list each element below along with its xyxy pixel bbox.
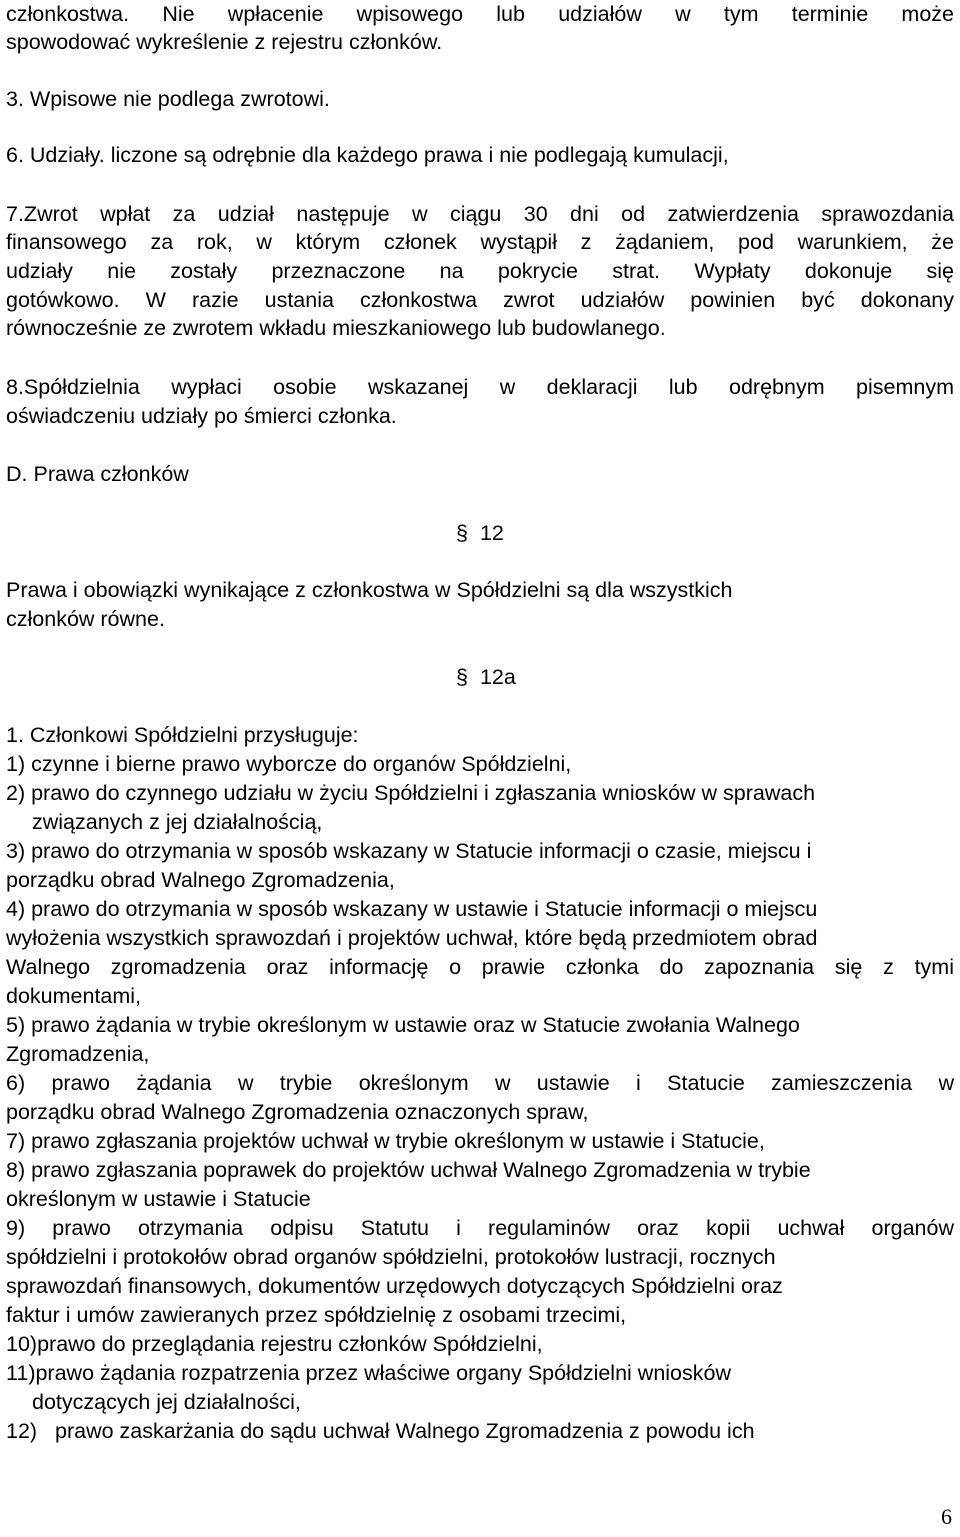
list-item-continuation: sprawozdań finansowych, dokumentów urzędowych dotyczących Spółdzielni oraz [6,1274,783,1298]
paragraph-label: 12 [479,521,504,545]
list-item-continuation: porządku obrad Walnego Zgromadzenia, [6,868,395,892]
list-item-continuation: Walnego zgromadzenia oraz informację o prawie członka do zapoznania się z tymi [6,955,954,979]
list-item: 5) prawo żądania w trybie określonym w ustawie oraz w Statucie zwołania Walnego [6,1013,800,1037]
text-line: 8.Spółdzielnia wypłaci osobie wskazanej w deklaracji lub odrębnym pisemnym [6,375,954,399]
text-line: Prawa i obowiązki wynikające z członkostwa w Spółdzielni są dla wszystkich [6,578,733,602]
text-line: gotówkowo. W razie ustania członkostwa zwrot udziałów powinien być dokonany [6,288,954,312]
text-line: równocześnie ze zwrotem wkładu mieszkaniowego lub budowlanego. [6,316,666,340]
text-line: finansowego za rok, w którym członek wystąpił z żądaniem, pod warunkiem, że [6,230,954,254]
text-line: 7.Zwrot wpłat za udział następuje w ciągu 30 dni od zatwierdzenia sprawozdania [6,202,954,226]
list-item-continuation: porządku obrad Walnego Zgromadzenia oznaczonych spraw, [6,1100,589,1124]
text-line: członków równe. [6,607,165,631]
text-line: 3. Wpisowe nie podlega zwrotowi. [6,87,330,111]
list-item-continuation: spółdzielni i protokołów obrad organów spółdzielni, protokołów lustracji, rocznych [6,1245,776,1269]
paragraph-number [456,519,504,548]
list-item-continuation: określonym w ustawie i Statucie [6,1187,311,1211]
list-item: 1) czynne i bierne prawo wyborcze do organów Spółdzielni, [6,752,572,776]
list-item: 3) prawo do otrzymania w sposób wskazany w Statucie informacji o czasie, miejscu i [6,839,812,863]
text-line: udziały nie zostały przeznaczone na pokrycie strat. Wypłaty dokonuje się [6,259,954,283]
section-heading: D. Prawa członków [6,462,189,486]
list-item: 12) prawo zaskarżania do sądu uchwał Walnego Zgromadzenia z powodu ich [6,1419,755,1443]
list-item: 6) prawo żądania w trybie określonym w ustawie i Statucie zamieszczenia w [6,1071,954,1095]
list-item-continuation: dotyczących jej działalności, [32,1390,301,1414]
list-item-continuation: dokumentami, [6,984,142,1008]
list-item-continuation: wyłożenia wszystkich sprawozdań i projektów uchwał, które będą przedmiotem obrad [6,926,818,950]
section-sign: § [456,665,468,689]
text-line: 6. Udziały. liczone są odrębnie dla każdego prawa i nie podlegają kumulacji, [6,143,729,167]
list-intro: 1. Członkowi Spółdzielni przysługuje: [6,723,359,747]
paragraph-label: 12a [479,665,516,689]
text-line: oświadczeniu udziały po śmierci członka. [6,404,397,428]
list-item-continuation: Zgromadzenia, [6,1042,150,1066]
section-sign: § [456,521,468,545]
list-item: 4) prawo do otrzymania w sposób wskazany w ustawie i Statucie informacji o miejscu [6,897,818,921]
list-item: 8) prawo zgłaszania poprawek do projektów uchwał Walnego Zgromadzenia w trybie [6,1158,811,1182]
list-item: 9) prawo otrzymania odpisu Statutu i regulaminów oraz kopii uchwał organów [6,1216,954,1240]
list-item: 11)prawo żądania rozpatrzenia przez właściwe organy Spółdzielni wniosków [6,1361,731,1385]
list-item: 10)prawo do przeglądania rejestru członków Spółdzielni, [6,1332,543,1356]
page-number: 6 [941,1504,952,1529]
list-item: 2) prawo do czynnego udziału w życiu Spółdzielni i zgłaszania wniosków w sprawach [6,781,816,805]
text-line: spowodować wykreślenie z rejestru członków. [6,30,443,54]
list-item: 7) prawo zgłaszania projektów uchwał w trybie określonym w ustawie i Statucie, [6,1129,765,1153]
text-line: członkostwa. Nie wpłacenie wpisowego lub udziałów w tym terminie może [6,2,954,26]
paragraph-number [456,663,516,692]
list-item-continuation: związanych z jej działalnością, [32,810,323,834]
list-item-continuation: faktur i umów zawieranych przez spółdzielnię z osobami trzecimi, [6,1303,627,1327]
